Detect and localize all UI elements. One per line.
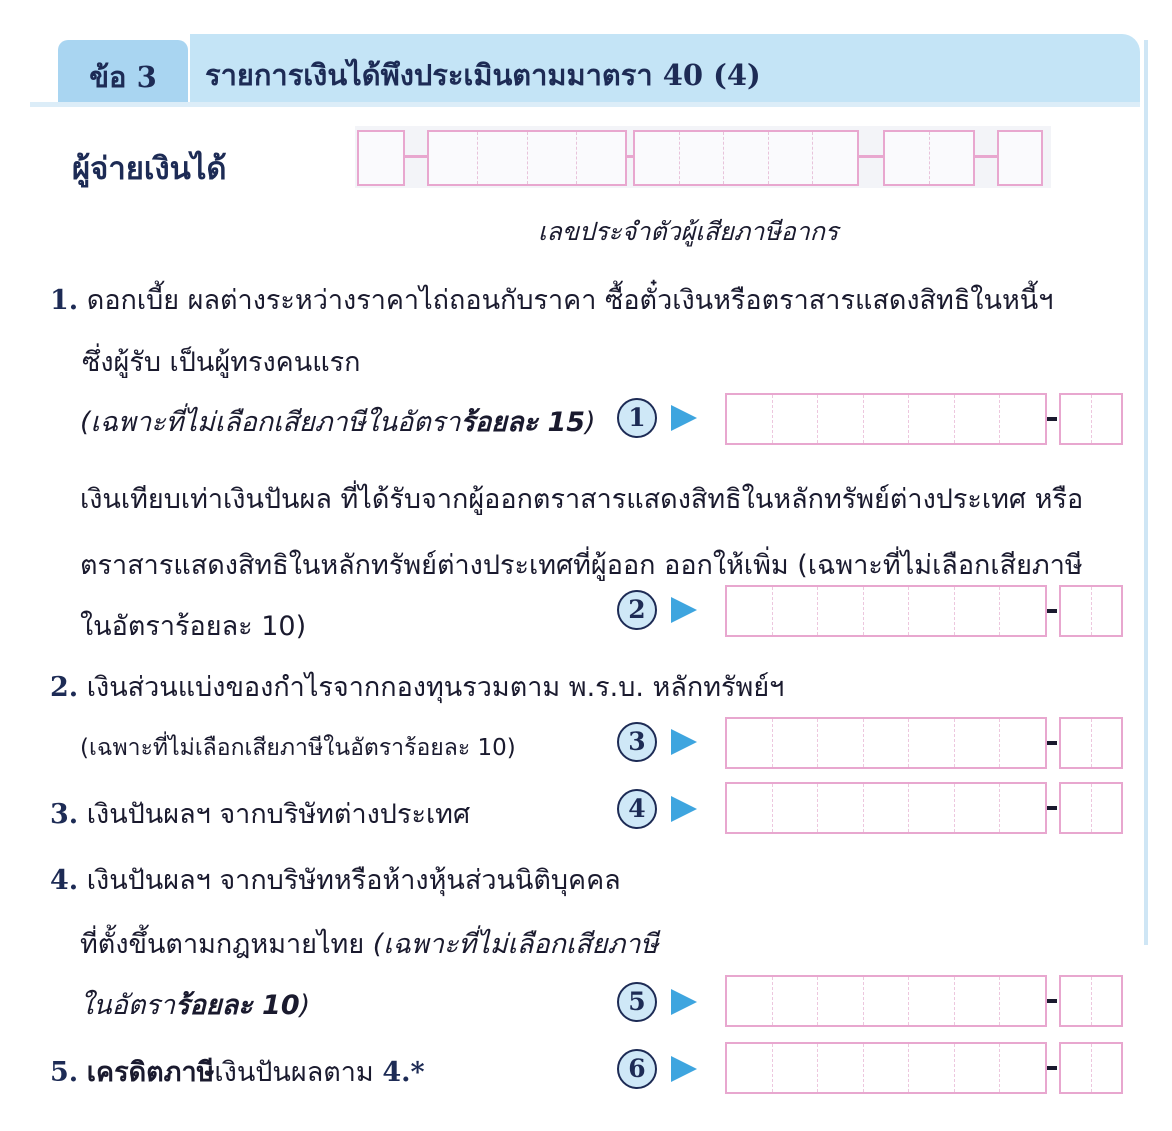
arrow-icon bbox=[671, 1056, 697, 1082]
taxid-dash bbox=[859, 155, 883, 158]
taxid-group-5[interactable] bbox=[997, 130, 1043, 186]
amount-field-5[interactable] bbox=[725, 975, 1125, 1027]
right-border-line bbox=[1144, 40, 1148, 945]
taxid-group-4[interactable] bbox=[883, 130, 975, 186]
item-4-line-2: ที่ตั้งขึ้นตามกฎหมายไทย (เฉพาะที่ไม่เลือกเสียภาษี bbox=[80, 929, 659, 960]
marker-1: 1 bbox=[617, 398, 657, 438]
arrow-icon bbox=[671, 989, 697, 1015]
marker-4: 4 bbox=[617, 789, 657, 829]
taxid-dash bbox=[405, 155, 427, 158]
marker-2: 2 bbox=[617, 590, 657, 630]
taxid-dash bbox=[975, 155, 997, 158]
marker-5: 5 bbox=[617, 982, 657, 1022]
taxid-group-3[interactable] bbox=[633, 130, 859, 186]
amount-field-4[interactable] bbox=[725, 782, 1125, 834]
header-underline bbox=[30, 102, 1140, 107]
item-1-sub-line-3: ในอัตราร้อยละ 10) bbox=[80, 611, 307, 642]
marker-3: 3 bbox=[617, 722, 657, 762]
amount-field-2[interactable] bbox=[725, 585, 1125, 637]
taxid-caption: เลขประจำตัวผู้เสียภาษีอากร bbox=[538, 217, 839, 246]
item-1-line-2: ซึ่งผู้รับ เป็นผู้ทรงคนแรก bbox=[82, 347, 361, 378]
section-title: รายการเงินได้พึงประเมินตามมาตรา 40 (4) bbox=[205, 58, 761, 92]
amount-field-1[interactable] bbox=[725, 393, 1125, 445]
arrow-icon bbox=[671, 597, 697, 623]
item-4-line-3: ในอัตราร้อยละ 10) bbox=[80, 990, 311, 1021]
arrow-icon bbox=[671, 796, 697, 822]
item-1-sub-line-1: เงินเทียบเท่าเงินปันผล ที่ได้รับจากผู้ออกตราสารแสดงสิทธิในหลักทรัพย์ต่างประเทศ หรือ bbox=[80, 484, 1084, 515]
amount-field-6[interactable] bbox=[725, 1042, 1125, 1094]
item-1-line-1: 1. ดอกเบี้ย ผลต่างระหว่างราคาไถ่ถอนกับราคา ซื้อตั๋วเงินหรือตราสารแสดงสิทธิในหนี้ฯ bbox=[50, 285, 1054, 316]
payer-label: ผู้จ่ายเงินได้ bbox=[72, 151, 227, 187]
item-3-line-1: 3. เงินปันผลฯ จากบริษัทต่างประเทศ bbox=[50, 799, 471, 830]
taxid-group-2[interactable] bbox=[427, 130, 627, 186]
item-4-line-1: 4. เงินปันผลฯ จากบริษัทหรือห้างหุ้นส่วนนิติบุคคล bbox=[50, 865, 621, 896]
item-5-line-1: 5. เครดิตภาษีเงินปันผลตาม 4.* bbox=[50, 1057, 425, 1088]
item-1-note: (เฉพาะที่ไม่เลือกเสียภาษีในอัตราร้อยละ 15) bbox=[80, 407, 596, 438]
item-2-note: (เฉพาะที่ไม่เลือกเสียภาษีในอัตราร้อยละ 10) bbox=[80, 735, 516, 761]
taxid-group-1[interactable] bbox=[357, 130, 405, 186]
amount-field-3[interactable] bbox=[725, 717, 1125, 769]
marker-6: 6 bbox=[617, 1049, 657, 1089]
item-1-sub-line-2: ตราสารแสดงสิทธิในหลักทรัพย์ต่างประเทศที่ผู้ออก ออกให้เพิ่ม (เฉพาะที่ไม่เลือกเสียภาษี bbox=[80, 550, 1083, 581]
arrow-icon bbox=[671, 405, 697, 431]
section-number: ข้อ 3 bbox=[89, 60, 157, 94]
item-2-line-1: 2. เงินส่วนแบ่งของกำไรจากกองทุนรวมตาม พ.ร.บ. หลักทรัพย์ฯ bbox=[50, 672, 785, 703]
arrow-icon bbox=[671, 729, 697, 755]
